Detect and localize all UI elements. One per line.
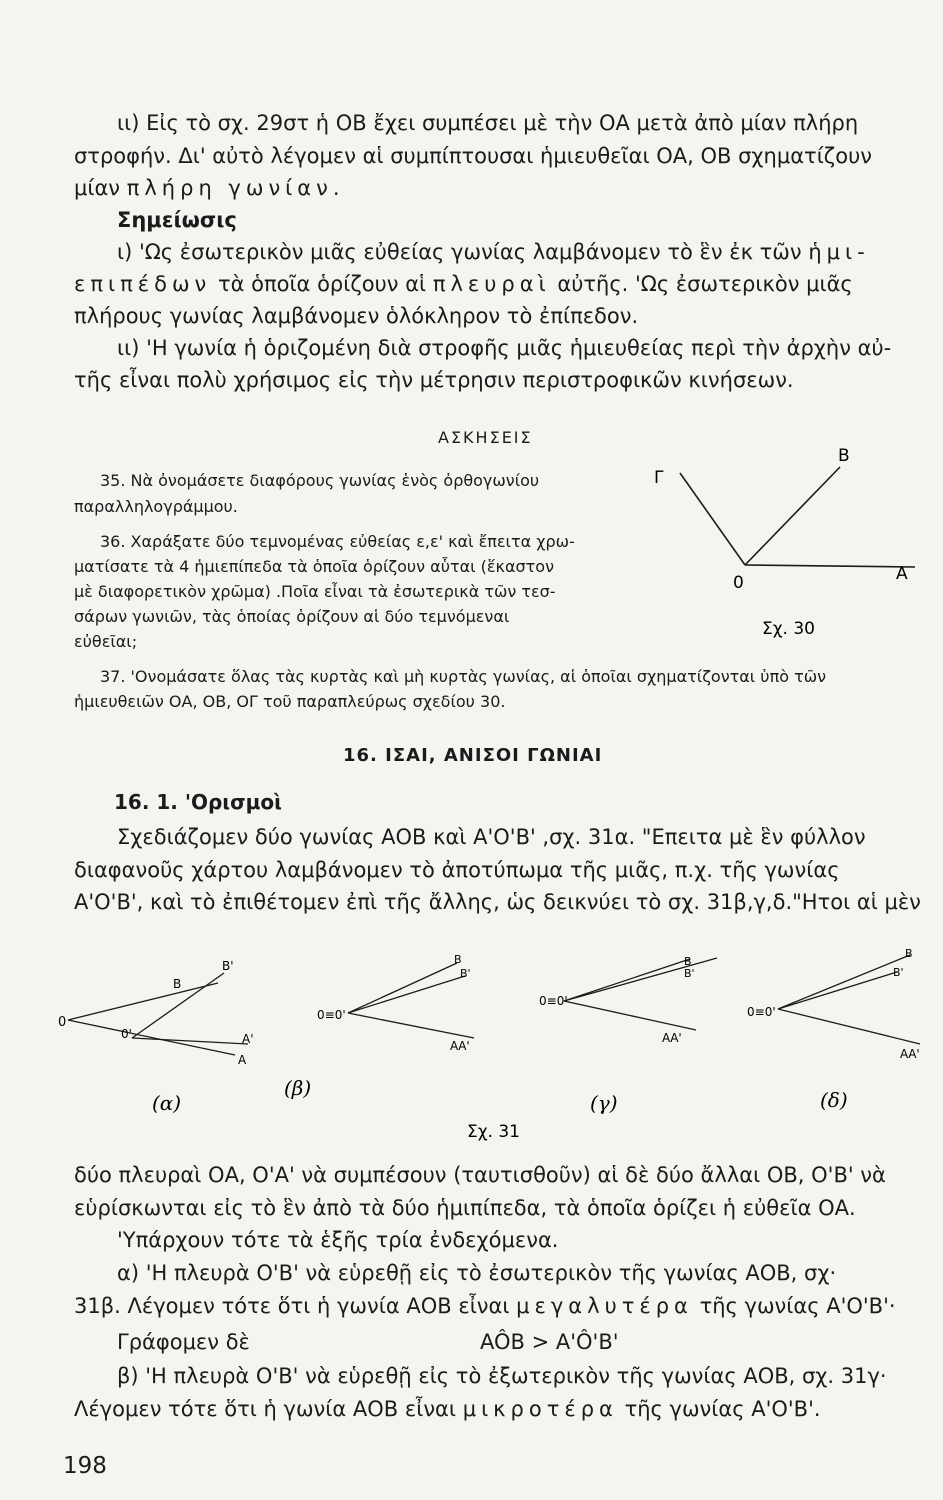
fig30-caption: Σχ. 30 xyxy=(762,619,816,639)
svg-text:Β: Β xyxy=(684,955,692,968)
svg-text:Β': Β' xyxy=(684,967,695,980)
svg-text:0≡0': 0≡0' xyxy=(539,994,568,1008)
svg-text:(α): (α) xyxy=(152,1091,182,1115)
ex36-line3: μὲ διαφορετικὸν χρῶμα) .Ποῖα εἶναι τὰ ἐσωτερικὰ τῶν τεσ- xyxy=(74,582,556,601)
page-number: 198 xyxy=(63,1453,107,1479)
svg-text:Β: Β xyxy=(905,947,913,960)
case-b-line2: Λέγομεν τότε ὅτι ἡ γωνία ΑΟΒ εἶναι μικροτέρα τῆς γωνίας Α'Ο'Β'. xyxy=(74,1397,821,1421)
fig31-b xyxy=(284,953,474,1100)
section-p1-line3: Α'Ο'Β', καὶ τὸ ἐπιθέτομεν ἐπὶ τῆς ἄλλης, ὡς δεικνύει τὸ σχ. 31β,γ,δ."Ητοι αἱ μὲν xyxy=(74,890,921,914)
svg-text:Β': Β' xyxy=(460,967,471,980)
ex36-line2: ματίσατε τὰ 4 ἡμιεπίπεδα τὰ ὁποῖα ὁρίζουν αὗται (ἕκαστον xyxy=(74,557,554,576)
svg-text:Α: Α xyxy=(238,1053,247,1067)
ray-ob xyxy=(745,467,840,565)
section-p1-line1: Σχεδιάζομεν δύο γωνίας ΑΟΒ καὶ Α'Ο'Β' ,σχ. 31α. "Επειτα μὲ ἓν φύλλον xyxy=(117,825,866,849)
ex36-line1: 36. Χαράξατε δύο τεμνομένας εὐθείας ε,ε' καὶ ἔπειτα χρω- xyxy=(100,532,575,551)
svg-text:Β': Β' xyxy=(893,966,904,979)
cont-line3: 'Υπάρχουν τότε τὰ ἑξῆς τρία ἐνδεχόμενα. xyxy=(117,1228,559,1252)
svg-text:(γ): (γ) xyxy=(590,1091,618,1115)
case-a-line1: α) 'Η πλευρὰ Ο'Β' νὰ εὑρεθῇ εἰς τὸ ἐσωτερικὸν τῆς γωνίας ΑΟΒ, σχ· xyxy=(117,1261,837,1285)
exercises-title: ΑΣΚΗΣΕΙΣ xyxy=(438,428,533,447)
ex36-line4: σάρων γωνιῶν, τὰς ὁποίας ὁρίζουν αἱ δύο τεμνόμεναι xyxy=(74,607,510,626)
case-a-line2: 31β. Λέγομεν τότε ὅτι ἡ γωνία ΑΟΒ εἶναι μεγαλυτέρα τῆς γωνίας Α'Ο'Β'· xyxy=(74,1294,896,1318)
label-gamma: Γ xyxy=(654,468,664,488)
svg-text:Β': Β' xyxy=(222,959,234,973)
section-subtitle: 16. 1. 'Ορισμοὶ xyxy=(114,790,282,814)
section-p1-line2: διαφανοῦς χάρτου λαμβάνομεν τὸ ἀποτύπωμα τῆς μιᾶς, π.χ. τῆς γωνίας xyxy=(74,858,840,882)
ray-oa xyxy=(745,565,915,567)
svg-text:0': 0' xyxy=(121,1027,132,1041)
figure-30 xyxy=(640,435,930,645)
part-ii-line1: ιι) Εἰς τὸ σχ. 29στ ἡ ΟΒ ἔχει συμπέσει μὲ τὴν ΟΑ μετὰ ἀπὸ μίαν πλήρη xyxy=(117,111,859,135)
label-b: Β xyxy=(838,446,850,466)
cont-line1: δύο πλευραὶ ΟΑ, Ο'Α' νὰ συμπέσουν (ταυτισθοῦν) αἱ δὲ δύο ἄλλαι ΟΒ, Ο'Β' νὰ xyxy=(74,1163,886,1187)
notes-i-line2: επιπέδων τὰ ὁποῖα ὁρίζουν αἱ πλευραὶ αὐτῆς. 'Ως ἐσωτερικὸν μιᾶς xyxy=(74,272,853,296)
label-a: Α xyxy=(896,564,908,584)
figure-31 xyxy=(52,935,932,1150)
label-o: 0 xyxy=(733,573,744,593)
ex37-line1: 37. 'Ονομάσατε ὅλας τὰς κυρτὰς καὶ μὴ κυρτὰς γωνίας, αἱ ὁποῖαι σχηματίζονται ὑπὸ τῶν xyxy=(100,667,827,686)
svg-text:0≡0': 0≡0' xyxy=(747,1005,776,1019)
fig31-a xyxy=(58,959,254,1115)
svg-text:0: 0 xyxy=(58,1015,67,1030)
ex37-line2: ἡμιευθειῶν ΟΑ, ΟΒ, ΟΓ τοῦ παραπλεύρως σχεδίου 30. xyxy=(74,692,506,711)
notes-ii-line1: ιι) 'Η γωνία ἡ ὁριζομένη διὰ στροφῆς μιᾶς ἡμιευθείας περὶ τὴν ἀρχὴν αὐ- xyxy=(117,336,892,360)
notes-i-line1: ι) 'Ως ἐσωτερικὸν μιᾶς εὐθείας γωνίας λαμβάνομεν τὸ ἓν ἐκ τῶν ἡμι- xyxy=(117,240,870,264)
notes-ii-line2: τῆς εἶναι πολὺ χρήσιμος εἰς τὴν μέτρησιν περιστροφικῶν κινήσεων. xyxy=(74,368,794,392)
formula-lead: Γράφομεν δὲ xyxy=(117,1330,250,1354)
fig31-d xyxy=(747,947,920,1112)
notes-title: Σημείωσις xyxy=(117,208,237,232)
ex35-line1: 35. Νὰ ὀνομάσετε διαφόρους γωνίας ἑνὸς ὀρθογωνίου xyxy=(100,471,540,490)
svg-text:ΑΑ': ΑΑ' xyxy=(900,1047,920,1061)
cont-line2: εὑρίσκωνται εἰς τὸ ἓν ἀπὸ τὰ δύο ἡμιπίπεδα, τὰ ὁποῖα ὁρίζει ἡ εὐθεῖα ΟΑ. xyxy=(74,1196,856,1220)
part-ii-line2: στροφήν. Δι' αὐτὸ λέγομεν αἱ συμπίπτουσαι ἡμιευθεῖαι ΟΑ, ΟΒ σχηματίζουν xyxy=(74,144,872,168)
ex35-line2: παραλληλογράμμου. xyxy=(74,497,238,516)
fig31-c xyxy=(539,955,717,1115)
svg-text:(β): (β) xyxy=(284,1076,312,1100)
svg-text:(δ): (δ) xyxy=(820,1088,848,1112)
svg-text:ΑΑ': ΑΑ' xyxy=(662,1031,682,1045)
svg-text:0≡0': 0≡0' xyxy=(317,1008,346,1022)
svg-text:Β: Β xyxy=(173,977,182,991)
case-b-line1: β) 'Η πλευρὰ Ο'Β' νὰ εὑρεθῇ εἰς τὸ ἐξωτερικὸν τῆς γωνίας ΑΟΒ, σχ. 31γ· xyxy=(117,1364,887,1388)
svg-text:ΑΑ': ΑΑ' xyxy=(450,1039,470,1053)
section-title: 16. ΙΣΑΙ, ΑΝΙΣΟΙ ΓΩΝΙΑΙ xyxy=(343,745,603,766)
svg-text:Β: Β xyxy=(454,953,462,966)
notes-i-line3: πλήρους γωνίας λαμβάνομεν ὁλόκληρον τὸ ἐπίπεδον. xyxy=(74,304,639,328)
fig31-caption: Σχ. 31 xyxy=(467,1122,521,1142)
part-ii-line3: μίαν πλήρη γωνίαν. xyxy=(74,176,345,200)
svg-text:Α': Α' xyxy=(242,1032,254,1046)
formula: AÔB > A'Ô'B' xyxy=(480,1330,619,1354)
ray-og xyxy=(680,473,745,565)
ex36-line5: εὐθεῖαι; xyxy=(74,632,138,651)
